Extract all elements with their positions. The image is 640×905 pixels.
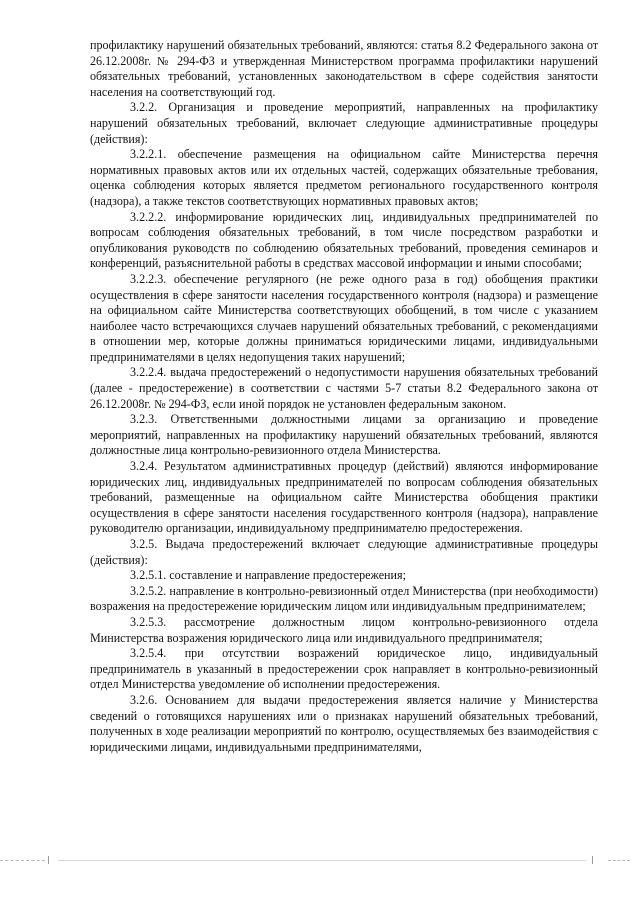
document-body <box>90 38 598 755</box>
scan-artifact-line-left <box>0 860 45 861</box>
scan-artifact-tick <box>48 856 49 864</box>
paragraph-3-2-6: 3.2.6. Основанием для выдачи предостережения является наличие у Министерства сведений о готовящихся нарушениях или о признаках нарушений обязательных требований, полученных в ходе реализации мероприятий по контролю, осуществляемых без взаимодействия с юридическими лицами, индивидуальными предпринимателями, <box>90 692 598 754</box>
paragraph-3-2-2-3: 3.2.2.3. обеспечение регулярного (не реже одного раза в год) обобщения практики осуществления в сфере занятости населения государственного контроля (надзора) и размещение на официальном сайте Министерства соответствующих обобщений, в том числе с указанием наиболее часто встречающихся случаев нарушений обязательных требований, с рекомендациями в отношении мер, которые должны приниматься юридическими лицами, индивидуальными предпринимателями в целях недопущения таких нарушений; <box>90 271 598 364</box>
paragraph-3-2-5-2: 3.2.5.2. направление в контрольно-ревизионный отдел Министерства (при необходимости) возражения на предостережение юридическим лицом или индивидуальным предпринимателем; <box>90 583 598 614</box>
scan-artifact-tick <box>592 856 593 864</box>
scan-artifact-line-center <box>58 860 586 861</box>
paragraph-3-2-5-4: 3.2.5.4. при отсутствии возражений юридическое лицо, индивидуальный предприниматель в указанный в предостережении срок направляет в контрольно-ревизионный отдел Министерства уведомление об исполнении предостережения. <box>90 646 598 692</box>
scan-artifact-line-right <box>608 860 630 861</box>
paragraph-3-2-5: 3.2.5. Выдача предостережений включает следующие административные процедуры (действия): <box>90 537 598 567</box>
paragraph-3-2-4: 3.2.4. Результатом административных процедур (действий) являются информирование юридических лиц, индивидуальных предпринимателей по вопросам соблюдения обязательных требований, размещенные на официальном сайте Министерства обобщения практики осуществления в сфере занятости населения государственного контроля (надзора), направление руководителю организации, индивидуальному предпринимателю предостережения. <box>90 459 598 536</box>
paragraph-3-2-2-4: 3.2.2.4. выдача предостережений о недопустимости нарушения обязательных требований (далее - предостережение) в соответствии с частями 5-7 статьи 8.2 Федерального закона от 26.12.2008г. № 294-ФЗ, если иной порядок не установлен федеральным законом. <box>90 365 598 411</box>
paragraph-3-2-5-3: 3.2.5.3. рассмотрение должностным лицом контрольно-ревизионного отдела Министерства возражения юридического лица или индивидуального предпринимателя; <box>90 614 598 645</box>
paragraph-3-2-2: 3.2.2. Организация и проведение мероприятий, направленных на профилактику нарушений обязательных требований, включает следующие административные процедуры (действия): <box>90 100 598 146</box>
paragraph-continuation: профилактику нарушений обязательных требований, являются: статья 8.2 Федерального закона от 26.12.2008г. № 294-ФЗ и утвержденная Министерством программа профилактики нарушений обязательных требований, установленных законодательством в сфере содействия занятости населения на соответствующий год. <box>90 38 598 99</box>
paragraph-3-2-3: 3.2.3. Ответственными должностными лицами за организацию и проведение мероприятий, направленных на профилактику нарушений обязательных требований, являются должностные лица контрольно-ревизионного отдела Министерства. <box>90 412 598 458</box>
paragraph-3-2-2-1: 3.2.2.1. обеспечение размещения на официальном сайте Министерства перечня нормативных правовых актов или их отдельных частей, содержащих обязательные требования, оценка соблюдения которых является предметом регионального государственного контроля (надзора), а также текстов соответствующих нормативных правовых актов; <box>90 147 598 208</box>
paragraph-3-2-5-1: 3.2.5.1. составление и направление предостережения; <box>130 568 406 583</box>
paragraph-3-2-2-2: 3.2.2.2. информирование юридических лиц, индивидуальных предпринимателей по вопросам соблюдения обязательных требований, в том числе посредством разработки и опубликования руководств по соблюдению обязательных требований, проведения семинаров и конференций, разъяснительной работы в средствах массовой информации и иными способами; <box>90 209 598 271</box>
